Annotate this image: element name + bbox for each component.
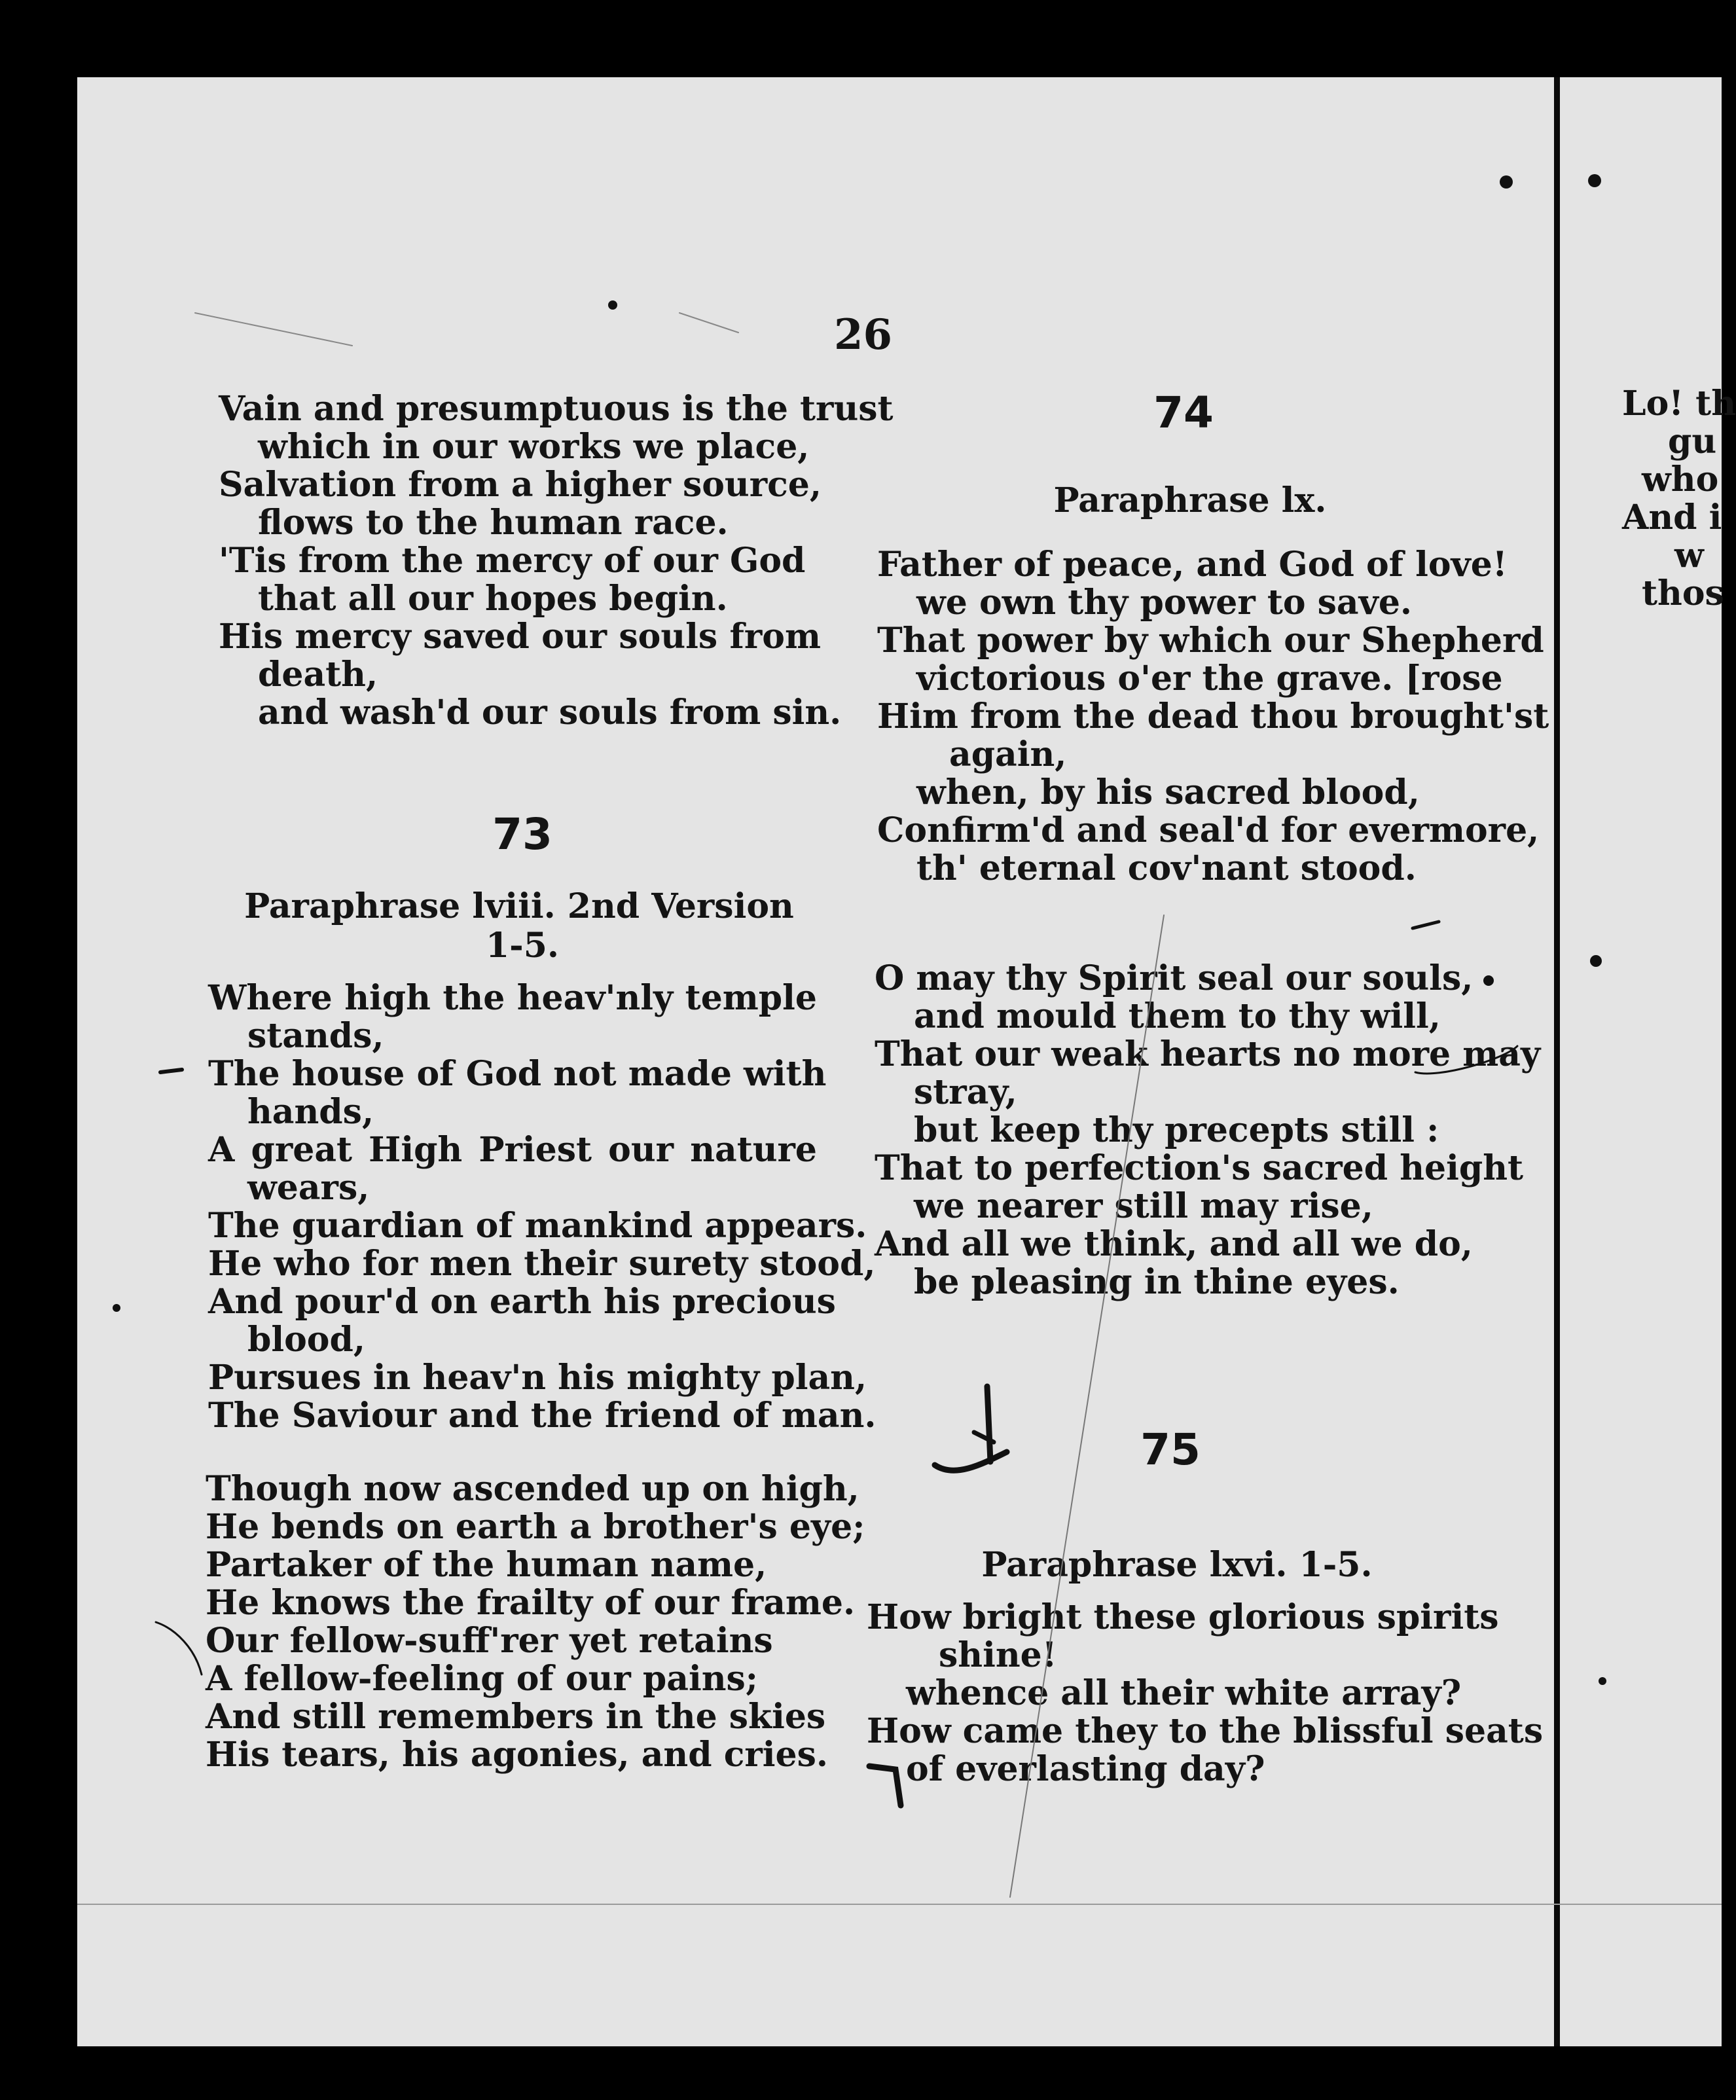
verse-line: victorious o'er the grave. [rose	[916, 659, 1503, 698]
hymn-number-74: 74	[1153, 388, 1214, 438]
verse-line: Salvation from a higher source,	[219, 465, 822, 505]
pencil-mark	[156, 1622, 202, 1675]
verse-line: flows to the human race.	[258, 503, 729, 543]
verse-line: Though now ascended up on high,	[206, 1469, 859, 1509]
fragment-line: And i	[1622, 498, 1722, 537]
verse-line: of everlasting day?	[906, 1749, 1265, 1789]
verse-line: And all we think, and all we do,	[875, 1224, 1473, 1264]
verse-line: shine!	[939, 1635, 1057, 1675]
verse-line: we own thy power to save.	[916, 583, 1413, 623]
verse-line: That to perfection's sacred height	[875, 1148, 1524, 1188]
verse-line: His tears, his agonies, and cries.	[206, 1735, 828, 1775]
hymn-number-75: 75	[1140, 1424, 1201, 1475]
verse-line: Our fellow-suff'rer yet retains	[206, 1621, 773, 1661]
hymn-73-title: Paraphrase lviii. 2nd Version	[244, 886, 794, 926]
fragment-line: who	[1642, 460, 1719, 499]
verse-line: He bends on earth a brother's eye;	[206, 1507, 865, 1547]
fragment-line: Lo! th	[1622, 384, 1736, 424]
verse-line: and mould them to thy will,	[914, 996, 1441, 1036]
verse-line: His mercy saved our souls from	[219, 617, 821, 657]
pencil-dash	[1413, 922, 1439, 928]
scratch-line	[195, 313, 352, 346]
verse-line: Confirm'd and seal'd for evermore,	[877, 810, 1540, 850]
verse-line: That power by which our Shepherd	[877, 621, 1544, 661]
page-number: 26	[834, 310, 893, 359]
verse-line: we nearer still may rise,	[914, 1186, 1373, 1226]
fragment-line: thos	[1642, 573, 1724, 613]
verse-line: Him from the dead thou brought'st	[877, 697, 1549, 736]
handwritten-marks	[77, 77, 1736, 2046]
pencil-bracket	[869, 1766, 901, 1805]
pencil-strike	[1415, 1046, 1517, 1074]
verse-line: Father of peace, and God of love!	[877, 545, 1508, 585]
verse-line: wears,	[247, 1168, 370, 1208]
verse-line: death,	[258, 655, 378, 695]
verse-line: The guardian of mankind appears.	[208, 1206, 867, 1246]
verse-line: that all our hopes begin.	[258, 579, 728, 619]
verse-line: when, by his sacred blood,	[916, 772, 1420, 812]
verse-line: but keep thy precepts still :	[914, 1110, 1439, 1150]
verse-line: Vain and presumptuous is the trust	[219, 389, 894, 429]
fragment-line: w	[1674, 535, 1704, 575]
fragment-line: gu	[1668, 422, 1717, 462]
verse-line: He knows the frailty of our frame.	[206, 1583, 856, 1623]
verse-line: be pleasing in thine eyes.	[914, 1262, 1400, 1302]
verse-line: stands,	[247, 1016, 384, 1056]
verse-line: Pursues in heav'n his mighty plan,	[208, 1358, 867, 1398]
verse-line: O may thy Spirit seal our souls,	[875, 958, 1474, 998]
verse-line: How came they to the blissful seats	[867, 1711, 1544, 1751]
scratch-line	[1010, 915, 1164, 1897]
verse-line: and wash'd our souls from sin.	[258, 693, 842, 733]
verse-line: And pour'd on earth his precious	[208, 1282, 836, 1322]
verse-line: And still remembers in the skies	[206, 1697, 826, 1737]
verse-line: 'Tis from the mercy of our God	[219, 541, 806, 581]
verse-line: hands,	[247, 1092, 374, 1132]
pencil-dash	[160, 1070, 182, 1072]
scanned-page	[77, 77, 1736, 2046]
hymn-74-title: Paraphrase lx.	[1053, 480, 1327, 520]
hymn-number-73: 73	[492, 809, 552, 860]
pencil-tick-mark	[935, 1452, 1007, 1470]
verse-line: The Saviour and the friend of man.	[208, 1396, 877, 1436]
verse-line: A great High Priest our nature	[208, 1130, 817, 1170]
verse-line: which in our works we place,	[258, 427, 810, 467]
verse-line: blood,	[247, 1320, 365, 1360]
verse-line: Where high the heav'nly temple	[208, 978, 817, 1018]
pencil-stroke	[987, 1386, 990, 1462]
hymn-73-verses: 1-5.	[485, 926, 560, 966]
hymn-75-title: Paraphrase lxvi. 1-5.	[981, 1545, 1373, 1585]
verse-line: th' eternal cov'nant stood.	[916, 848, 1417, 888]
verse-line: How bright these glorious spirits	[867, 1597, 1499, 1637]
verse-line: whence all their white array?	[906, 1673, 1462, 1713]
verse-line: stray,	[914, 1072, 1017, 1112]
verse-line: He who for men their surety stood,	[208, 1244, 876, 1284]
verse-line: That our weak hearts no more may	[875, 1034, 1541, 1074]
verse-line: again,	[949, 734, 1067, 774]
verse-line: A fellow-feeling of our pains;	[206, 1659, 758, 1699]
verse-line: The house of God not made with	[208, 1054, 827, 1094]
scratch-line	[679, 313, 738, 333]
verse-line: Partaker of the human name,	[206, 1545, 767, 1585]
